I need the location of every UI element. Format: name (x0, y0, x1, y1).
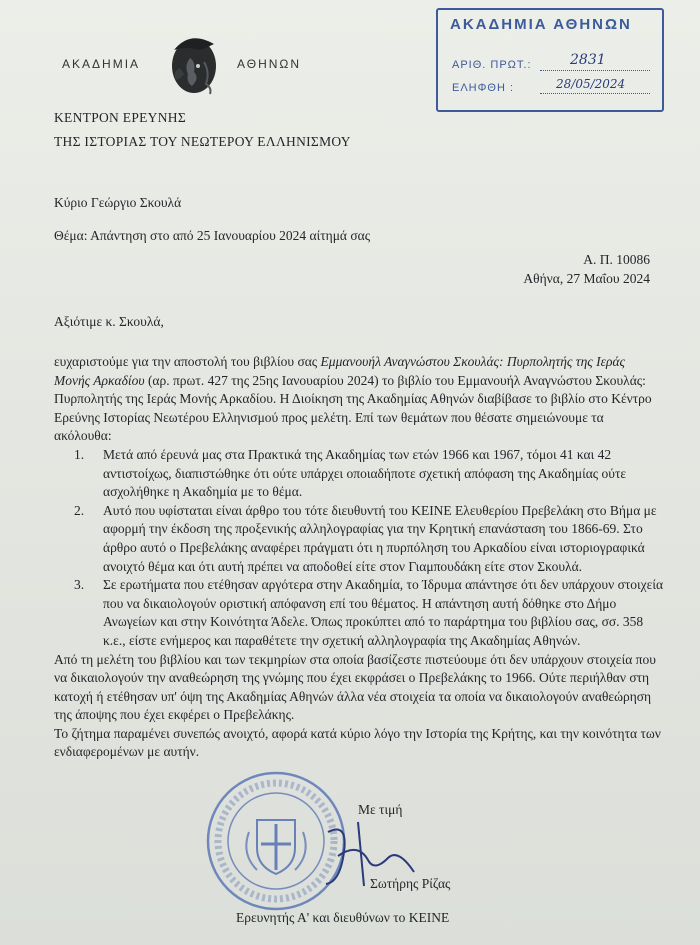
reference-number: Α. Π. 10086 (583, 252, 650, 267)
stamp-title: ΑΚΑΔΗΜΙΑ ΑΘΗΝΩΝ (450, 16, 632, 33)
athena-head-icon (160, 28, 224, 102)
stamp-received-label: ΕΛΗΦΘΗ : (452, 82, 515, 94)
stamp-protocol-value: 2831 (570, 52, 606, 68)
stamp-protocol-label: ΑΡΙΘ. ΠΡΩΤ.: (452, 59, 532, 71)
subject-line: Θέμα: Απάντηση στο από 25 Ιανουαρίου 2024 αίτημά σας (54, 228, 371, 243)
academy-logo-text-right: ΑΘΗΝΩΝ (237, 57, 302, 71)
academy-logo-text-left: ΑΚΑΔΗΜΙΑ (62, 57, 141, 71)
numbered-list (54, 446, 664, 651)
closing: Με τιμή (358, 802, 403, 817)
book-title: Εμμανουήλ Αναγνώστου Σκουλάς: Πυρπολητής της Ιεράς Μονής Αρκαδίου (54, 354, 626, 388)
list-item: 2. Αυτό που υφίσταται είναι άρθρο του τότε διευθυντή του ΚΕΙΝΕ Ελευθερίου Πρεβελάκη στο Βήμα με αφορμή την έκδοση της προξενικής αλληλογραφίας για την Κρητική επανάσταση του 1866-69. Στο άρθρο αυτό ο Πρεβελάκης αναφέρει πράγματι ότι η πυρπόληση του Αρκαδίου είναι ιστοριογραφικά ανοιχτό θέμα και ότι αυτή πρέπει να αποδοθεί είτε στον Γιαμπουδάκη είτε στον Σκουλά. (74, 502, 657, 574)
recipient: Κύριο Γεώργιο Σκουλά (54, 195, 182, 210)
research-center-name-line2: ΤΗΣ ΙΣΤΟΡΙΑΣ ΤΟΥ ΝΕΩΤΕΡΟΥ ΕΛΛΗΝΙΣΜΟΥ (54, 134, 351, 149)
list-item: 1. Μετά από έρευνά μας στα Πρακτικά της Ακαδημίας των ετών 1966 και 1967, τόμοι 41 και 42 αντιστοίχως, διαπιστώθηκε ότι ούτε υπάρχει οποιαδήποτε σχετική απόφαση της Ακαδημίας ούτε ασχολήθηκε η Ακαδημία με το θέμα. (74, 446, 627, 500)
signer-name: Σωτήρης Ρίζας (370, 876, 451, 891)
conclusion-paragraph: Από τη μελέτη του βιβλίου και των τεκμηρίων στα οποία βασίζεστε πιστεύουμε ότι δεν υπάρχουν στοιχεία που να δικαιολογούν την αναθεώρηση της γνώμης που έχει εκφράσει ο Πρεβελάκης το 1966. Ούτε περιήλθαν στη κατοχή ή ετέθησαν υπ' όψη της Ακαδημίας Αθηνών άλλα νέα στοιχεία τα οποία να δικαιολογούν αναθεώρηση της άποψης που έχει εκφέρει ο Πρεβελάκης. (54, 651, 656, 723)
list-item: 3. Σε ερωτήματα που ετέθησαν αργότερα στην Ακαδημία, το Ίδρυμα απάντησε ότι δεν υπάρχουν στοιχεία που να δικαιολογούν οριστική απόφανση επί του θέματος. Η απάντηση αυτή δόθηκε στο Δήμο Ανωγείων και στην Κοινότητα Άδελε. Όπως προκύπτει από το παράρτημα του βιβλίου σας, σσ. 358 κ.ε., είστε ενήμερος και παραθέτετε την σχετική αλληλογραφία της Ακαδημίας Αθηνών. (74, 577, 664, 648)
stamp-protocol-line (540, 70, 650, 71)
letter-date: Αθήνα, 27 Μαΐου 2024 (523, 271, 650, 286)
research-center-name-line1: ΚΕΝΤΡΟΝ ΕΡΕΥΝΗΣ (54, 110, 186, 125)
signer-role: Ερευνητής Α' και διευθύνων το ΚΕΙΝΕ (236, 910, 450, 925)
salutation: Αξιότιμε κ. Σκουλά, (54, 314, 164, 329)
stamp-received-line (540, 93, 650, 94)
stamp-received-value: 28/05/2024 (556, 77, 626, 91)
final-paragraph: Το ζήτημα παραμένει συνεπώς ανοιχτό, αφορά κατά κύριο λόγο την Ιστορία της Κρήτης, και την κοινότητα των ενδιαφερομένων με αυτήν. (54, 725, 661, 760)
letter-body (54, 353, 664, 762)
intro-paragraph: ευχαριστούμε για την αποστολή του βιβλίου σας Εμμανουήλ Αναγνώστου Σκουλάς: Πυρπολητής της Ιεράς Μονής Αρκαδίου (αρ. πρωτ. 427 της 25ης Ιανουαρίου 2024) το βιβλίο του Εμμανουήλ Αναγνώστου Σκουλάς: Πυρπολητής της Ιεράς Μονής Αρκαδίου. Η Διοίκηση της Ακαδημίας Αθηνών διαβίβασε το βιβλίο στο Κέντρο Ερεύνης Ιστορίας Νεωτέρου Ελληνισμού προς μελέτη. Επί των θεμάτων που θέσατε σημειώνουμε τα ακόλουθα: (54, 354, 652, 444)
received-stamp (436, 8, 664, 112)
